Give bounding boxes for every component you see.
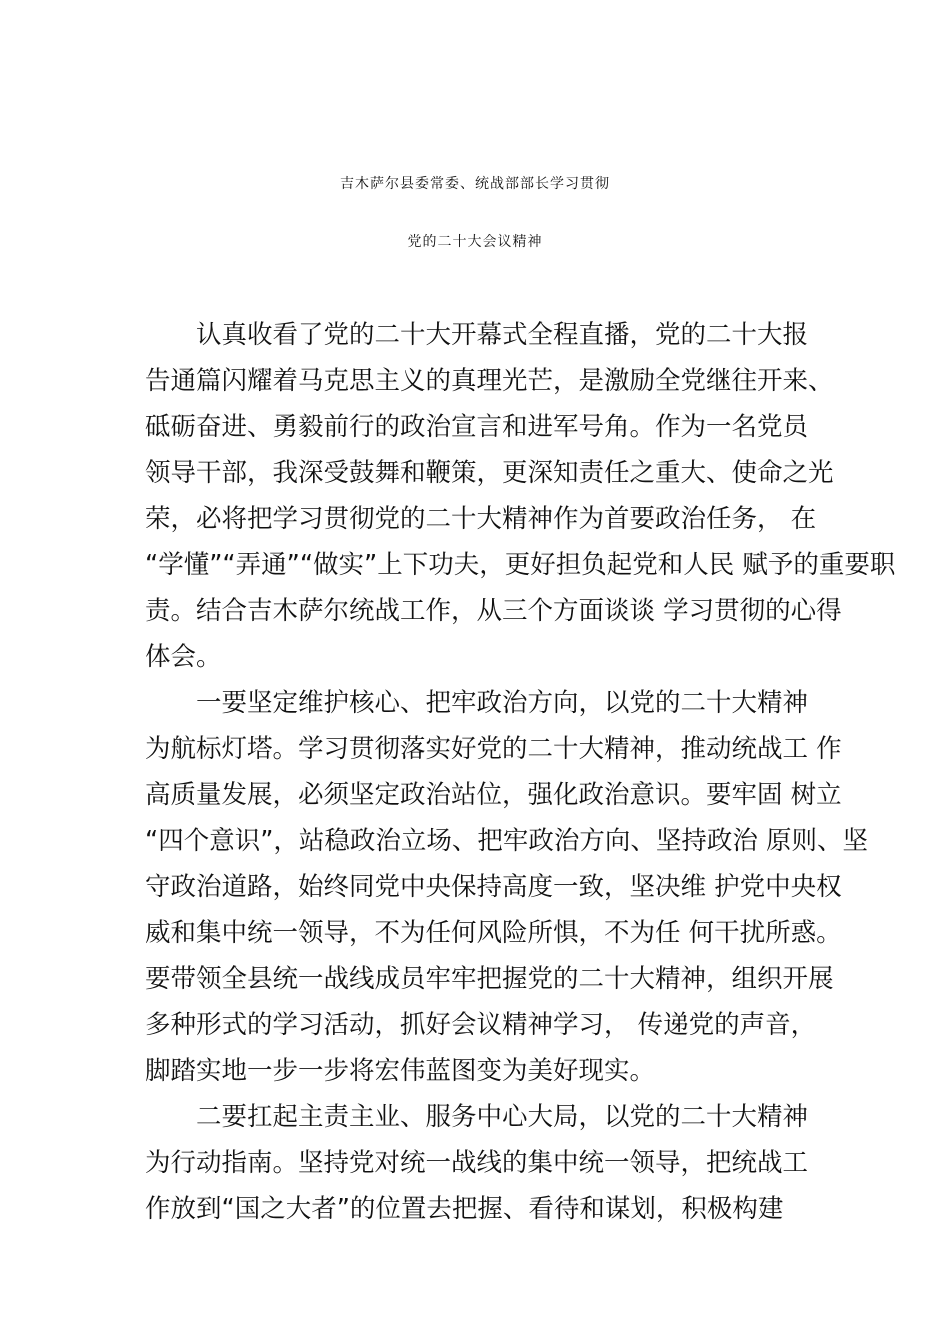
paragraph-2-line-7: 要带领全县统一战线成员牢牢把握党的二十大精神，组织开展 [145, 964, 834, 994]
document-title-line-2: 党的二十大会议精神 [407, 234, 543, 250]
paragraph-2-line-5: 守政治道路，始终同党中央保持高度一致，坚决维 护党中央权 [145, 872, 842, 902]
paragraph-2-line-6: 威和集中统一领导，不为任何风险所惧，不为任 何干扰所惑。 [145, 918, 842, 948]
paragraph-3-line-3: 作放到“国之大者”的位置去把握、看待和谋划，积极构建 [145, 1194, 784, 1224]
paragraph-1-line-2: 告通篇闪耀着马克思主义的真理光芒，是激励全党继往开来、 [145, 366, 834, 396]
paragraph-1-line-8: 体会。 [145, 642, 222, 672]
paragraph-2-line-4: “四个意识”，站稳政治立场、把牢政治方向、坚持政治 原则、坚 [145, 826, 869, 856]
paragraph-3-line-1: 二要扛起主责主业、服务中心大局，以党的二十大精神 [196, 1102, 809, 1132]
paragraph-1-line-7: 责。结合吉木萨尔统战工作，从三个方面谈谈 学习贯彻的心得 [145, 596, 842, 626]
paragraph-1-line-6: “学懂”“弄通”“做实”上下功夫，更好担负起党和人民 赋予的重要职 [145, 550, 896, 580]
paragraph-2-line-2: 为航标灯塔。学习贯彻落实好党的二十大精神，推动统战工 作 [145, 734, 842, 764]
paragraph-3-line-2: 为行动指南。坚持党对统一战线的集中统一领导，把统战工 [145, 1148, 809, 1178]
paragraph-2-line-9: 脚踏实地一步一步将宏伟蓝图变为美好现实。 [145, 1056, 656, 1086]
paragraph-1-line-1: 认真收看了党的二十大开幕式全程直播，党的二十大报 [196, 320, 809, 350]
paragraph-1-line-5: 荣，必将把学习贯彻党的二十大精神作为首要政治任务， 在 [145, 504, 817, 534]
paragraph-2-line-8: 多种形式的学习活动，抓好会议精神学习， 传递党的声音， [145, 1010, 817, 1040]
paragraph-2-line-3: 高质量发展，必须坚定政治站位，强化政治意识。要牢固 树立 [145, 780, 842, 810]
paragraph-1-line-3: 砥砺奋进、勇毅前行的政治宣言和进军号角。作为一名党员 [145, 412, 809, 442]
document-title-line-1: 吉木萨尔县委常委、统战部部长学习贯彻 [340, 176, 610, 192]
paragraph-1-line-4: 领导干部，我深受鼓舞和鞭策，更深知责任之重大、使命之光 [145, 458, 834, 488]
paragraph-2-line-1: 一要坚定维护核心、把牢政治方向，以党的二十大精神 [196, 688, 809, 718]
